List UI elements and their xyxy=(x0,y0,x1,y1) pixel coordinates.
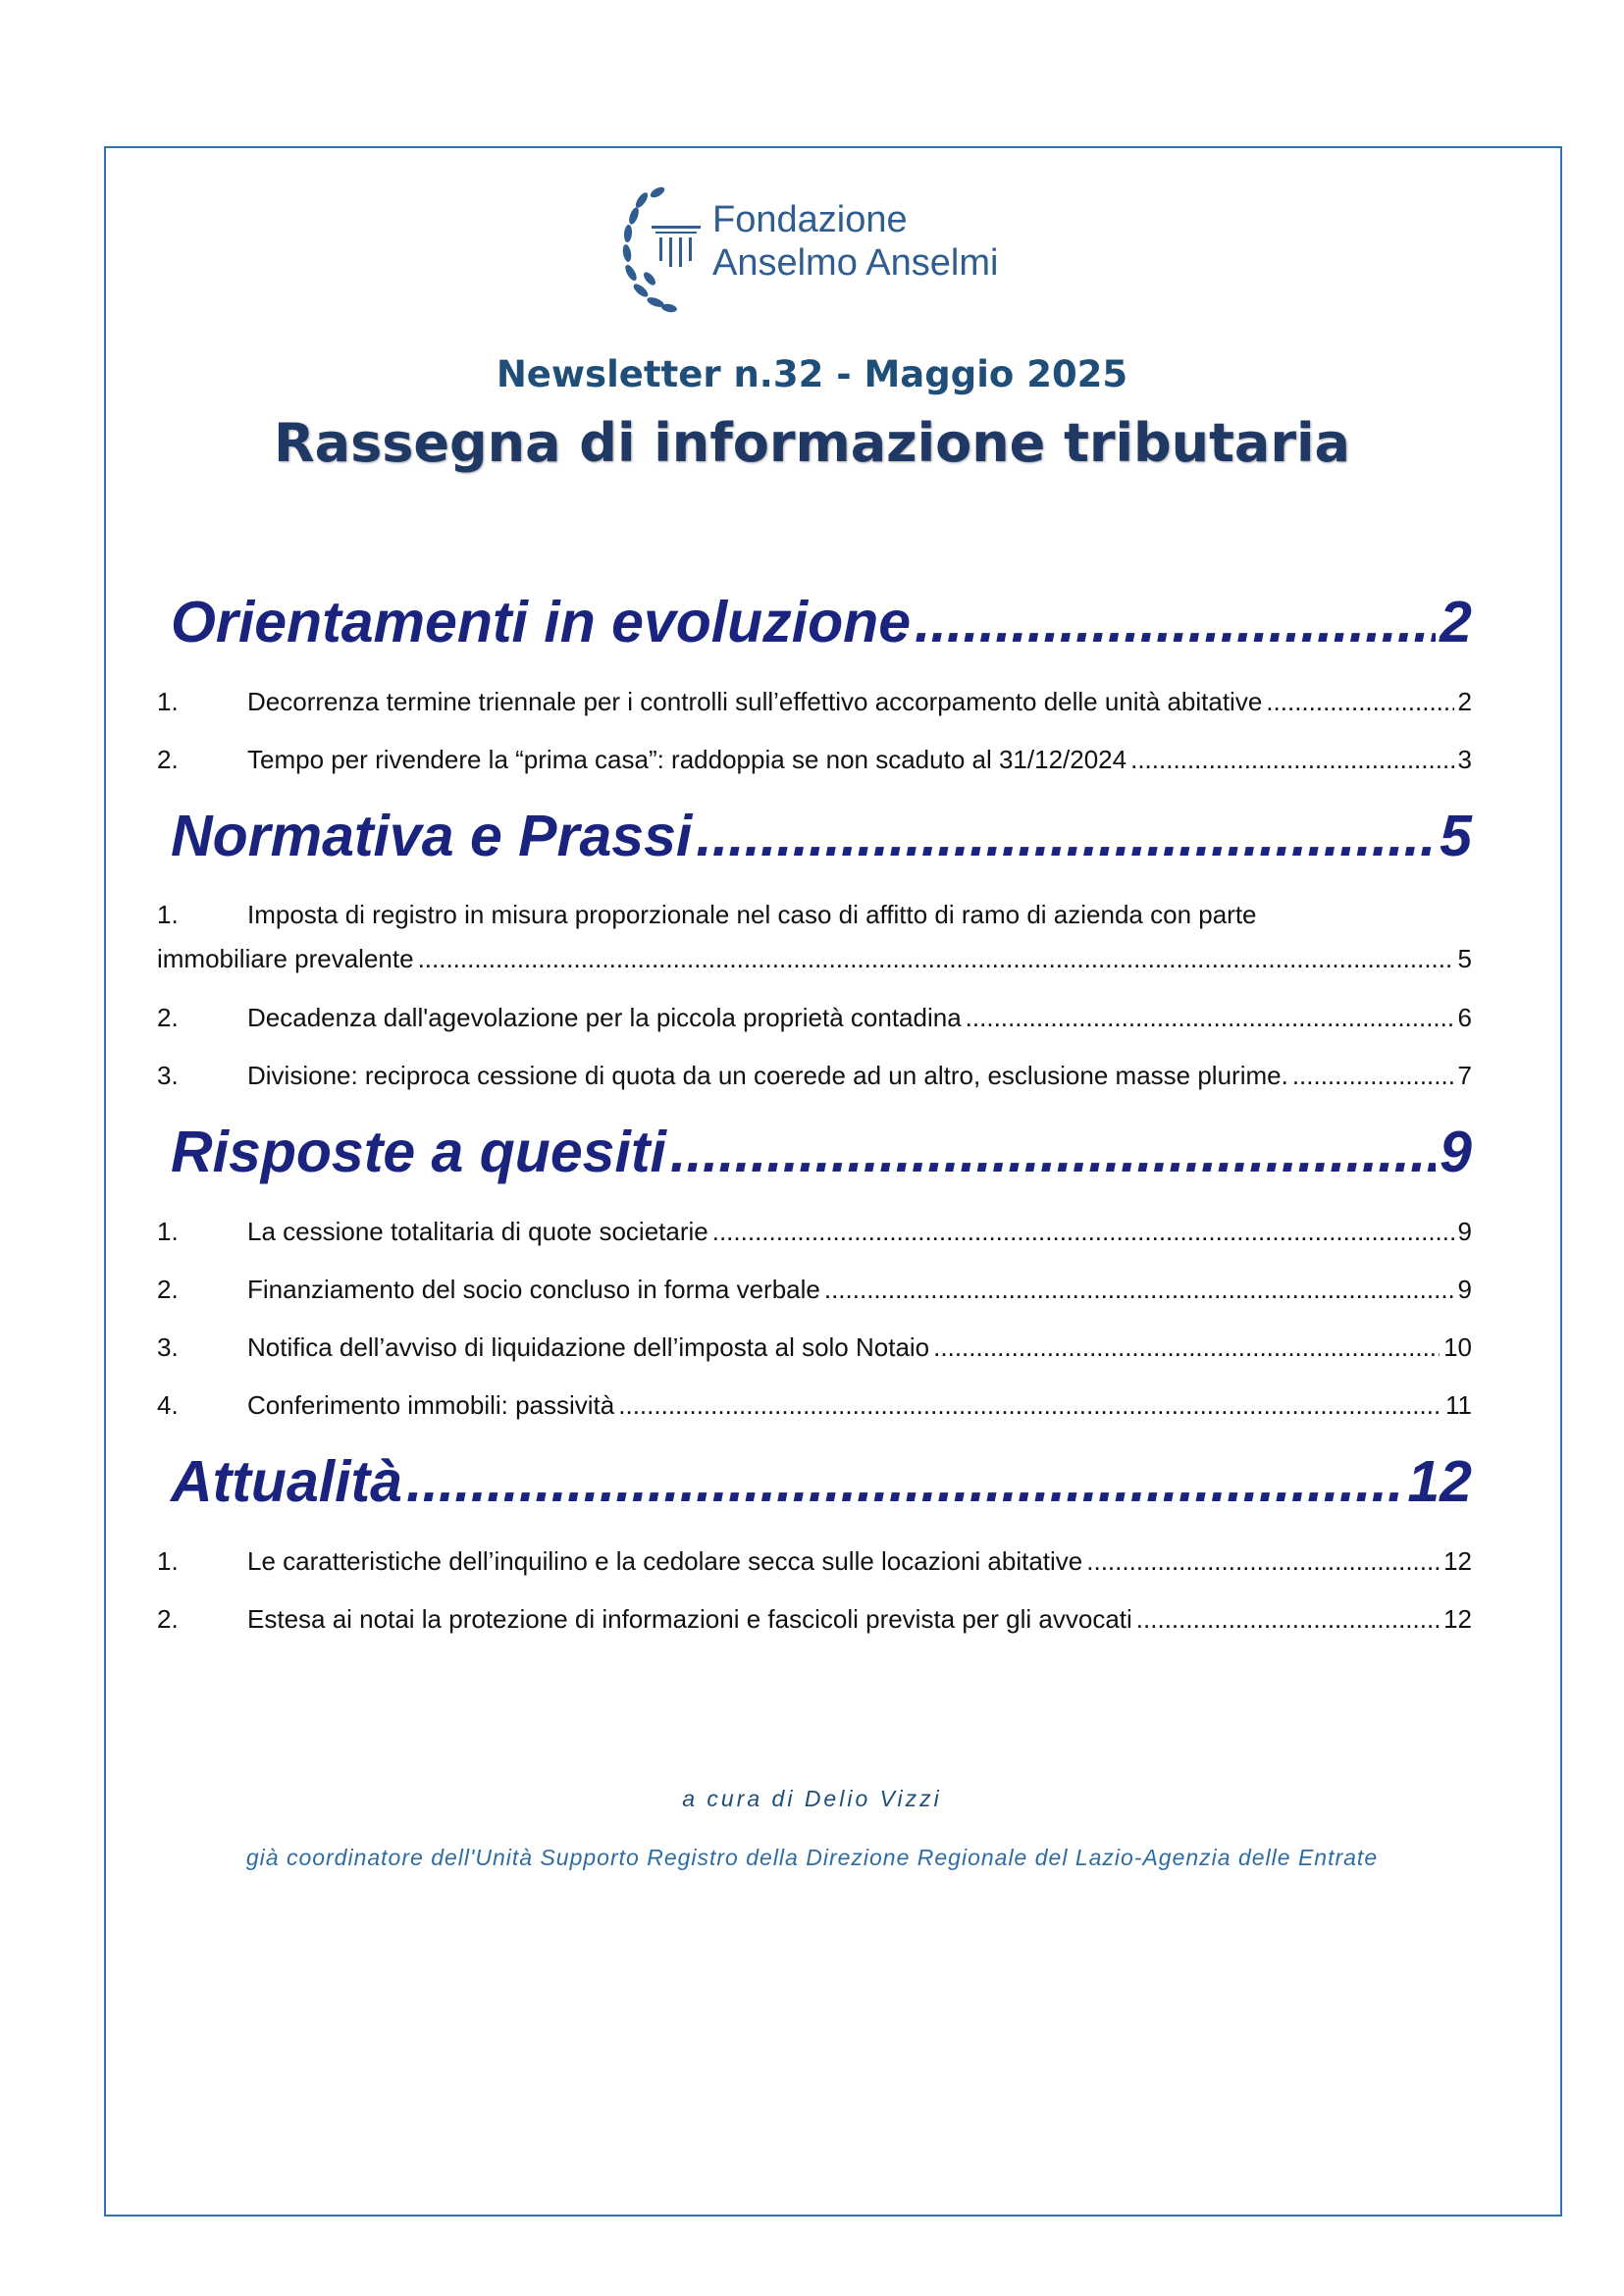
toc-item[interactable] xyxy=(157,1377,1472,1435)
item-text: Divisione: reciproca cessione di quota da un coerede ad un altro, esclusione masse plurime. xyxy=(247,1061,1288,1090)
item-text: Notifica dell’avviso di liquidazione dell’imposta al solo Notaio xyxy=(247,1332,930,1362)
leader-dots xyxy=(670,1119,1436,1185)
section-page: 5 xyxy=(1440,804,1472,868)
item-page: 12 xyxy=(1443,1546,1472,1576)
item-page: 12 xyxy=(1443,1604,1472,1634)
toc-item[interactable] xyxy=(157,673,1472,731)
item-page: 6 xyxy=(1457,1003,1472,1032)
toc-section[interactable] xyxy=(171,589,1472,667)
leader-dots xyxy=(1266,673,1453,731)
item-page: 10 xyxy=(1443,1332,1472,1362)
item-page: 11 xyxy=(1445,1390,1472,1420)
item-number: 1. xyxy=(157,1217,179,1246)
toc-item[interactable] xyxy=(157,1047,1472,1105)
item-text: Decorrenza termine triennale per i controlli sull’effettivo accorpamento delle unità abitative xyxy=(247,687,1263,716)
section-title: Orientamenti in evoluzione xyxy=(171,590,912,654)
item-number: 2. xyxy=(157,1275,179,1304)
logo-line-1: Fondazione xyxy=(712,199,908,240)
item-text-continued: immobiliare prevalente xyxy=(157,944,414,973)
section-page: 2 xyxy=(1440,590,1472,654)
table-of-contents xyxy=(157,589,1472,1662)
leader-dots xyxy=(824,1261,1454,1319)
section-title: Normativa e Prassi xyxy=(171,804,693,868)
toc-item[interactable] xyxy=(157,887,1472,989)
item-number: 3. xyxy=(157,1332,179,1362)
item-page: 3 xyxy=(1457,745,1472,774)
item-text: Le caratteristiche dell’inquilino e la cedolare secca sulle locazioni abitative xyxy=(247,1546,1083,1576)
toc-item[interactable] xyxy=(157,1203,1472,1261)
leader-dots xyxy=(1136,1591,1440,1648)
item-text: Conferimento immobili: passività xyxy=(247,1390,615,1420)
toc-section[interactable] xyxy=(171,1119,1472,1197)
item-page: 9 xyxy=(1457,1275,1472,1304)
logo-line-2: Anselmo Anselmi xyxy=(712,242,999,284)
item-number: 2. xyxy=(157,1003,179,1032)
item-page: 5 xyxy=(1457,944,1472,973)
leader-dots xyxy=(418,937,1454,981)
leader-dots xyxy=(1086,1533,1440,1591)
section-title: Attualità xyxy=(171,1449,402,1514)
leader-dots xyxy=(712,1203,1454,1261)
section-page: 12 xyxy=(1407,1449,1472,1514)
item-number: 1. xyxy=(157,687,179,716)
section-title: Risposte a quesiti xyxy=(171,1120,666,1184)
toc-section[interactable] xyxy=(171,803,1472,881)
leader-dots xyxy=(406,1448,1403,1515)
item-page: 2 xyxy=(1457,687,1472,716)
item-text: Imposta di registro in misura proporzionale nel caso di affitto di ramo di azienda con parte xyxy=(247,900,1257,929)
item-text: Estesa ai notai la protezione di informazioni e fascicoli prevista per gli avvocati xyxy=(247,1604,1132,1634)
item-text: Finanziamento del socio concluso in forma verbale xyxy=(247,1275,820,1304)
item-number: 2. xyxy=(157,745,179,774)
logo xyxy=(606,173,1077,330)
item-number: 3. xyxy=(157,1061,179,1090)
laurel-column-icon xyxy=(606,173,705,330)
author-credit: a cura di Delio Vizzi xyxy=(682,1786,942,1811)
toc-item[interactable] xyxy=(157,1591,1472,1648)
toc-item[interactable] xyxy=(157,1319,1472,1377)
item-number: 1. xyxy=(157,1546,179,1576)
logo-text xyxy=(712,198,998,285)
item-text: Decadenza dall'agevolazione per la piccola proprietà contadina xyxy=(247,1003,962,1032)
leader-dots xyxy=(1292,1047,1454,1105)
leader-dots xyxy=(696,803,1436,869)
item-text: Tempo per rivendere la “prima casa”: raddoppia se non scaduto al 31/12/2024 xyxy=(247,745,1127,774)
leader-dots xyxy=(933,1319,1440,1377)
toc-item[interactable] xyxy=(157,989,1472,1047)
leader-dots xyxy=(915,589,1436,655)
toc-item[interactable] xyxy=(157,1261,1472,1319)
author-role: già coordinatore dell'Unità Supporto Registro della Direzione Regionale del Lazio-Agenzia delle Entrate xyxy=(245,1845,1379,1870)
toc-section[interactable] xyxy=(171,1448,1472,1527)
item-page: 7 xyxy=(1457,1061,1472,1090)
item-number: 2. xyxy=(157,1604,179,1634)
item-text: La cessione totalitaria di quote societarie xyxy=(247,1217,708,1246)
section-page: 9 xyxy=(1440,1120,1472,1184)
leader-dots xyxy=(618,1377,1441,1435)
item-number: 4. xyxy=(157,1390,179,1420)
item-page: 9 xyxy=(1457,1217,1472,1246)
item-number: 1. xyxy=(157,900,179,929)
page-title: Rassegna di informazione tributaria xyxy=(274,412,1350,474)
leader-dots xyxy=(1130,731,1453,789)
toc-item[interactable] xyxy=(157,731,1472,789)
leader-dots xyxy=(966,989,1454,1047)
newsletter-issue: Newsletter n.32 - Maggio 2025 xyxy=(496,353,1128,395)
toc-item[interactable] xyxy=(157,1533,1472,1591)
